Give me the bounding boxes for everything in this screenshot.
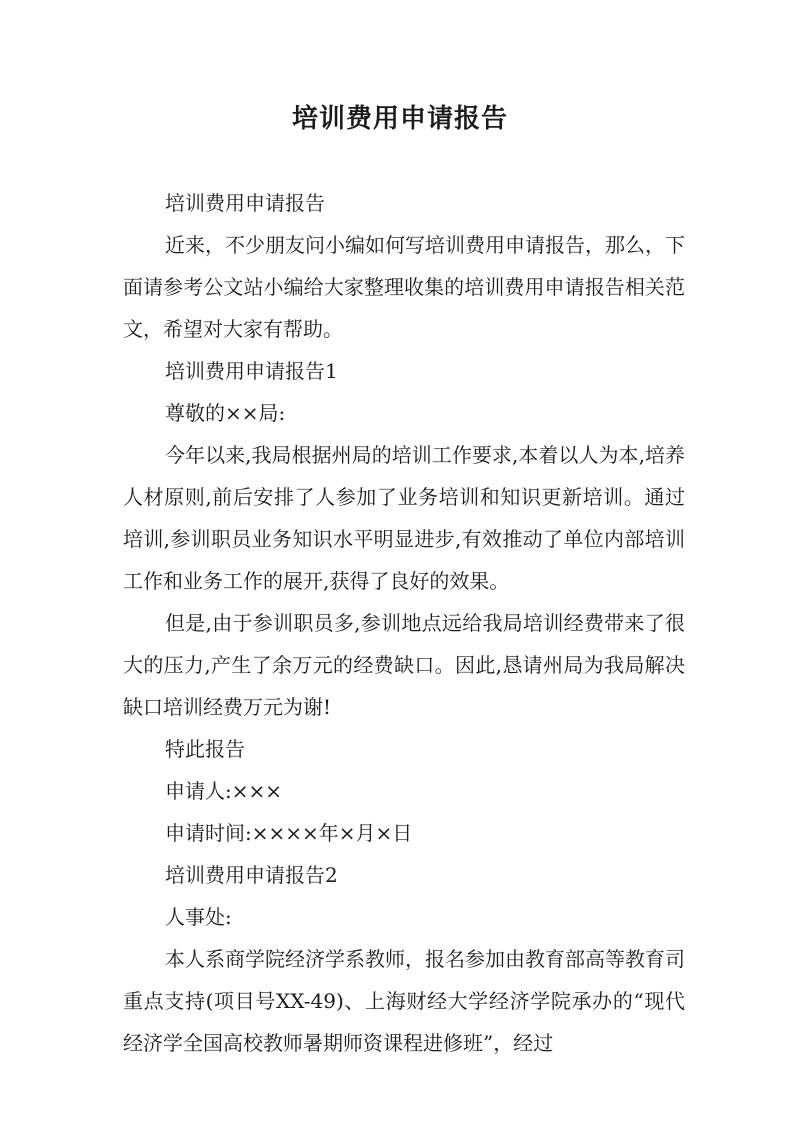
paragraph: 申请时间:××××年×月×日	[165, 821, 413, 845]
paragraph: 培训费用申请报告	[165, 191, 325, 215]
paragraph: 尊敬的××局:	[165, 401, 286, 425]
document-title: 培训费用申请报告	[291, 104, 508, 134]
paragraph: 培训费用申请报告2	[165, 863, 338, 887]
paragraph: 人事处:	[165, 905, 232, 929]
paragraph: 今年以来,我局根据州局的培训工作要求,本着以人为本,培养人材原则,前后安排了人参加了业务培训和知识更新培训。通过培训,参训职员业务知识水平明显进步,有效推动了单位内部培训工作和业务工作的展开,获得了良好的效果。	[123, 443, 685, 593]
paragraph: 特此报告	[165, 737, 245, 761]
paragraph: 本人系商学院经济学系教师，报名参加由教育部高等教育司重点支持(项目号XX-49)、上海财经大学经济学院承办的“现代经济学全国高校教师暑期师资课程进修班”，经过	[123, 947, 685, 1055]
paragraph: 但是,由于参训职员多,参训地点远给我局培训经费带来了很大的压力,产生了余万元的经费缺口。因此,恳请州局为我局解决缺口培训经费万元为谢!	[123, 611, 685, 719]
paragraph: 培训费用申请报告1	[165, 359, 338, 383]
paragraph: 申请人:×××	[165, 779, 283, 803]
document-body	[123, 182, 685, 1064]
paragraph: 近来，不少朋友问小编如何写培训费用申请报告，那么，下面请参考公文站小编给大家整理收集的培训费用申请报告相关范文，希望对大家有帮助。	[123, 233, 685, 341]
